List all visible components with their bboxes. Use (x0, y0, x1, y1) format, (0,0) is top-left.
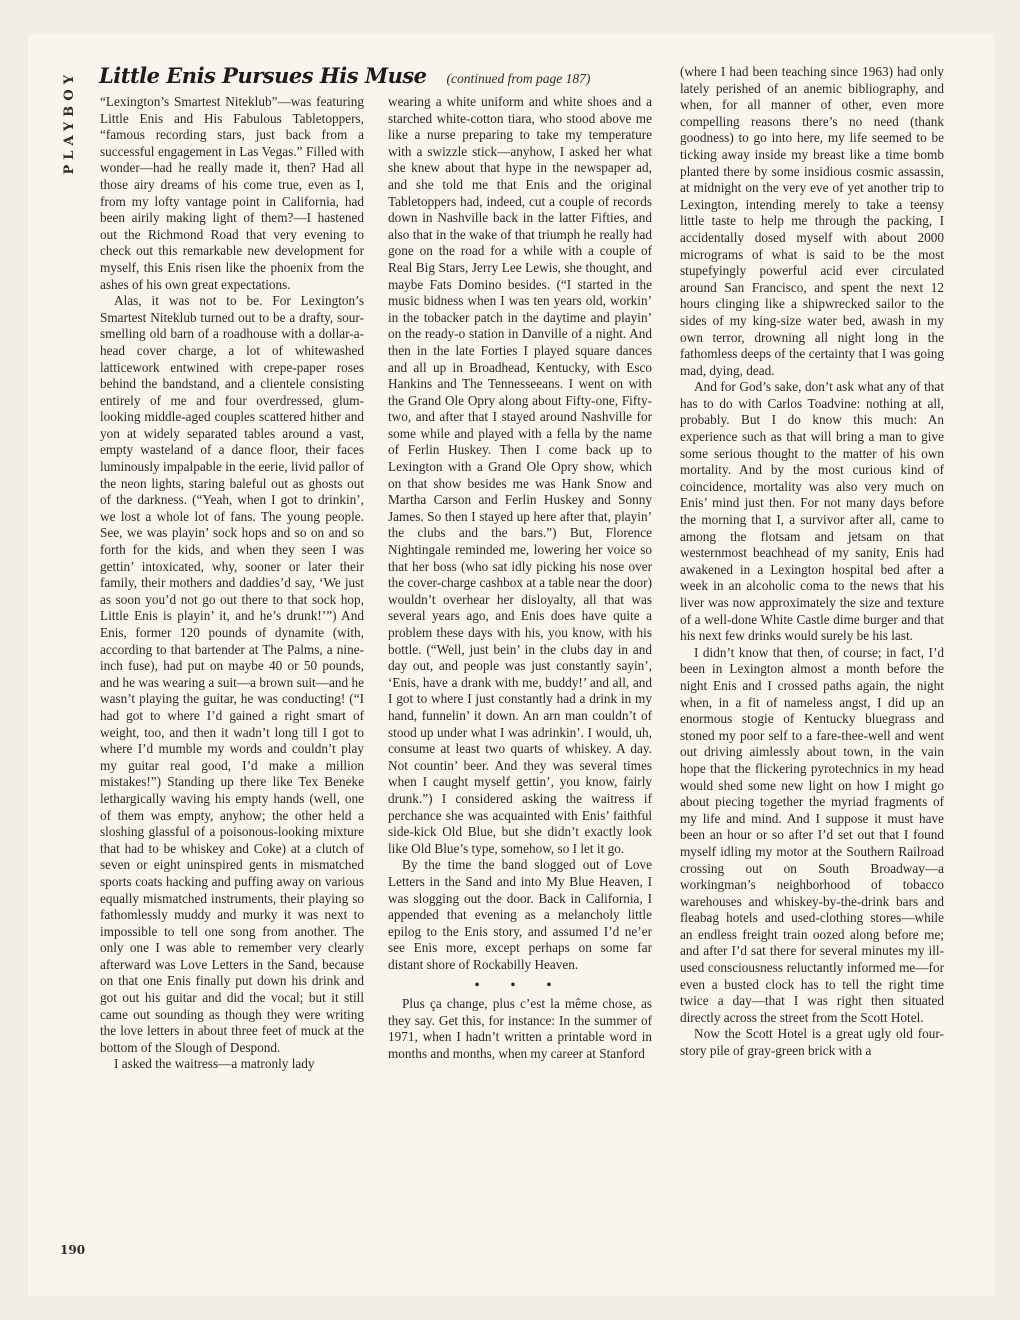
paragraph: Now the Scott Hotel is a great ugly old four-story pile of gray-green brick with a (680, 1026, 944, 1059)
paragraph: Plus ça change, plus c’est la même chose, as they say. Get this, for instance: In the summer of 1971, when I hadn’t written a printable word in months and months, when my career at Stanford (388, 996, 652, 1061)
paragraph: (where I had been teaching since 1963) had only lately perished of an anemic bibliography, and when, for all manner of other, even more compelling reasons there’s no need (thank goodness) to go into here, my life seemed to be ticking away inside my breast like a time bomb planted there by some insidious cosmic assassin, at midnight on the very eve of yet another trip to Lexington, intending merely to take a teensy little taste to help me through the packing, I accidentally dosed myself with about 2000 micrograms of what is said to be the most stupefyingly powerful acid ever circulated around San Francisco, and spent the next 12 hours clinging like a shipwrecked sailor to the sides of my king-size water bed, awash in my own terror, drowning all night long in the fathomless deeps of the certainty that I was going mad, dying, dead. (680, 64, 944, 378)
headline (99, 63, 699, 93)
page-number: 190 (60, 1243, 86, 1257)
continued-note: (continued from page 187) (446, 71, 591, 86)
paragraph: I didn’t know that then, of course; in fact, I’d been in Lexington almost a month before the night Enis and I crossed paths again, the night when, in a fit of nameless angst, I did up an enormous stogie of Kentucky bluegrass and stoned my poor self to a fare-thee-well and went out driving aimlessly about town, in the vain hope that the flickering pyrotechnics in my head would shed some new light on how I might go about piecing together the myriad fragments of my life and mind. And I suppose it must have been an hour or so after I’d set out that I found myself idling my motor at the Southern Railroad crossing out on South Broadway—a workingman’s neighborhood of tobacco warehouses and whiskey-by-the-drink bars and fleabag hotels and used-clothing stores—while an endless freight train oozed along before me; and after I’d sat there for several minutes my ill-used consciousness reluctantly informed me—for even a busted clock has to tell the right time twice a day—that I was right then situated directly across the street from the Scott Hotel. (680, 644, 944, 1025)
text-column-2 (388, 94, 652, 1062)
text-column-1 (100, 94, 364, 1073)
article-title: Little Enis Pursues His Muse (99, 63, 427, 88)
masthead: PLAYBOY (62, 70, 77, 175)
paragraph: “Lexington’s Smartest Niteklub”—was featuring Little Enis and His Fabulous Tabletoppers, “famous recording stars, just back from a successful engagement in Las Vegas.” Filled with wonder—had he really made it, then? Had all those airy dreams of his come true, even as I, from my lofty vantage point in California, had been airily making light of them?—I hastened out the Richmond Road that very evening to check out this remarkable new development for myself, this Enis risen like the phoenix from the ashes of his own great expectations. (100, 94, 364, 292)
paragraph: I asked the waitress—a matronly lady (114, 1056, 315, 1072)
paragraph: And for God’s sake, don’t ask what any of that has to do with Carlos Toadvine: nothing at all, probably. But I do know this much: An experience such as that will bring a man to give some serious thought to the matter of his own mortality. And by the most curious kind of coincidence, mortality was also very much on Enis’ mind just then. For not many days before the morning that I, a survivor after all, came to among the flotsam and jetsam on that westernmost beachhead of my sanity, Enis had awakened in a Lexington hospital bed after a week in an alcoholic coma to the news that his liver was now approximately the size and texture of a well-done White Castle dime burger and that his next few drinks would surely be his last. (680, 379, 944, 644)
paragraph: Alas, it was not to be. For Lexington’s Smartest Niteklub turned out to be a drafty, sour-smelling old barn of a roadhouse with a dollar-a-head cover charge, a lot of whitewashed latticework entwined with crepe-paper roses behind the bandstand, and a clientele consisting entirely of me and four overdressed, glum-looking middle-aged couples scattered hither and yon at widely separated tables around a vast, empty wasteland of a dance floor, their faces luminously impalpable in the eerie, livid pallor of the neon lights, staring baleful out as ghosts out of the darkness. (“Yeah, when I got to drinkin’, we lost a whole lot of fans. The young people. See, we was playin’ sock hops and so on and so forth for the kids, and when they seen I was gettin’ intoxicated, why, sooner or later their family, their mothers and daddies’d say, ‘We just as soon you’d not go out there to that sock hop, Little Enis is playin’ it, and he’s drunk!’”) And Enis, former 120 pounds of dynamite (with, according to that bartender at The Palms, a nine-inch fuse), had put on maybe 40 or 50 pounds, and he was wearing a suit—a brown suit—and he wasn’t playing the guitar, he was conducting! (“I had got to where I’d gained a right smart of weight, too, and then it wadn’t long till I got to where I’d mumble my words and couldn’t play my guitar real good, I’d make a million mistakes!”) Standing up there like Tex Beneke lethargically waving his empty hands (well, one of them was empty, anyhow; the other held a sloshing glassful of a poisonous-looking mixture that had to be whiskey and Coke) at a clutch of seven or eight uninspired gents in mismatched sports coats hacking and puffing away on various equally mismatched instruments, their playing so fathomlessly muddy and murky it was next to impossible to tell one song from another. The only one I was able to remember very clearly afterward was Love Letters in the Sand, because on that one Enis finally put down his drink and got out his guitar and did the vocal; but it still came out sounding as though they were writing the love letters in about three feet of muck at the bottom of the Slough of Despond. (100, 293, 364, 1055)
text-column-3 (680, 64, 944, 1060)
paragraph: wearing a white uniform and white shoes and a starched white-cotton tiara, who stood above me like a nurse preparing to take my temperature with a swizzle stick—anyhow, I asked her what she knew about that hype in the newspaper ad, and she told me that Enis and the original Tabletoppers had, indeed, cut a couple of records down in Nashville back in the latter Fifties, and also that in the wake of that triumph he really had gone on the road for a while with a couple of Real Big Stars, Jerry Lee Lewis, she thought, and maybe Fats Domino besides. (“I started in the music bidness when I was ten years old, workin’ in the tobacker patch in the daytime and playin’ on the ready-o station in Danville of a night. And then in the late Forties I played square dances and all up in Broadhead, Kentucky, with Esco Hankins and The Tennesseeans. I went on with the Grand Ole Opry along about Fifty-one, Fifty-two, and after that I stayed around Nashville for some while and played with a fella by the name of Ferlin Huskey. Then I come back up to Lexington with a Grand Ole Opry show, which on that show besides me was Hank Snow and Martha Carson and Ferlin Huskey and Sonny James. So then I stayed up here after that, playin’ the clubs and the bars.”) But, Florence Nightingale reminded me, lowering her voice so that her boss (who sat idly picking his nose over the cover-charge cashbox at a table near the door) wouldn’t overhear her disloyalty, all that was several years ago, and Enis does have quite a problem these days with his, you know, with his bottle. (“Well, just bein’ in the clubs day in and day out, and people was just constantly sayin’, ‘Enis, have a drank with me, buddy!’ and all, and I got to where I just constantly had a drink in my hand, funnelin’ it down. An arn man couldn’t of stood up under what I was adrinkin’. I would, uh, consume at least two quarts of whiskey. A day. Not countin’ beer. And they was several times when I caught myself gettin’, you know, fairly drunk.”) I considered asking the waitress if perchance she was acquainted with Enis’ faithful side-kick Old Blue, but she didn’t exactly look like Old Blue’s type, somehow, so I let it go. (388, 94, 652, 856)
paragraph: By the time the band slogged out of Love Letters in the Sand and into My Blue Heaven, I was slogging out the door. Back in California, I appended that evening as a melancholy little epilog to the Enis story, and assumed I’d ne’er see Enis more, except perhaps on some far distant shore of Rockabilly Heaven. (388, 857, 652, 972)
section-break: • • • (474, 977, 566, 993)
